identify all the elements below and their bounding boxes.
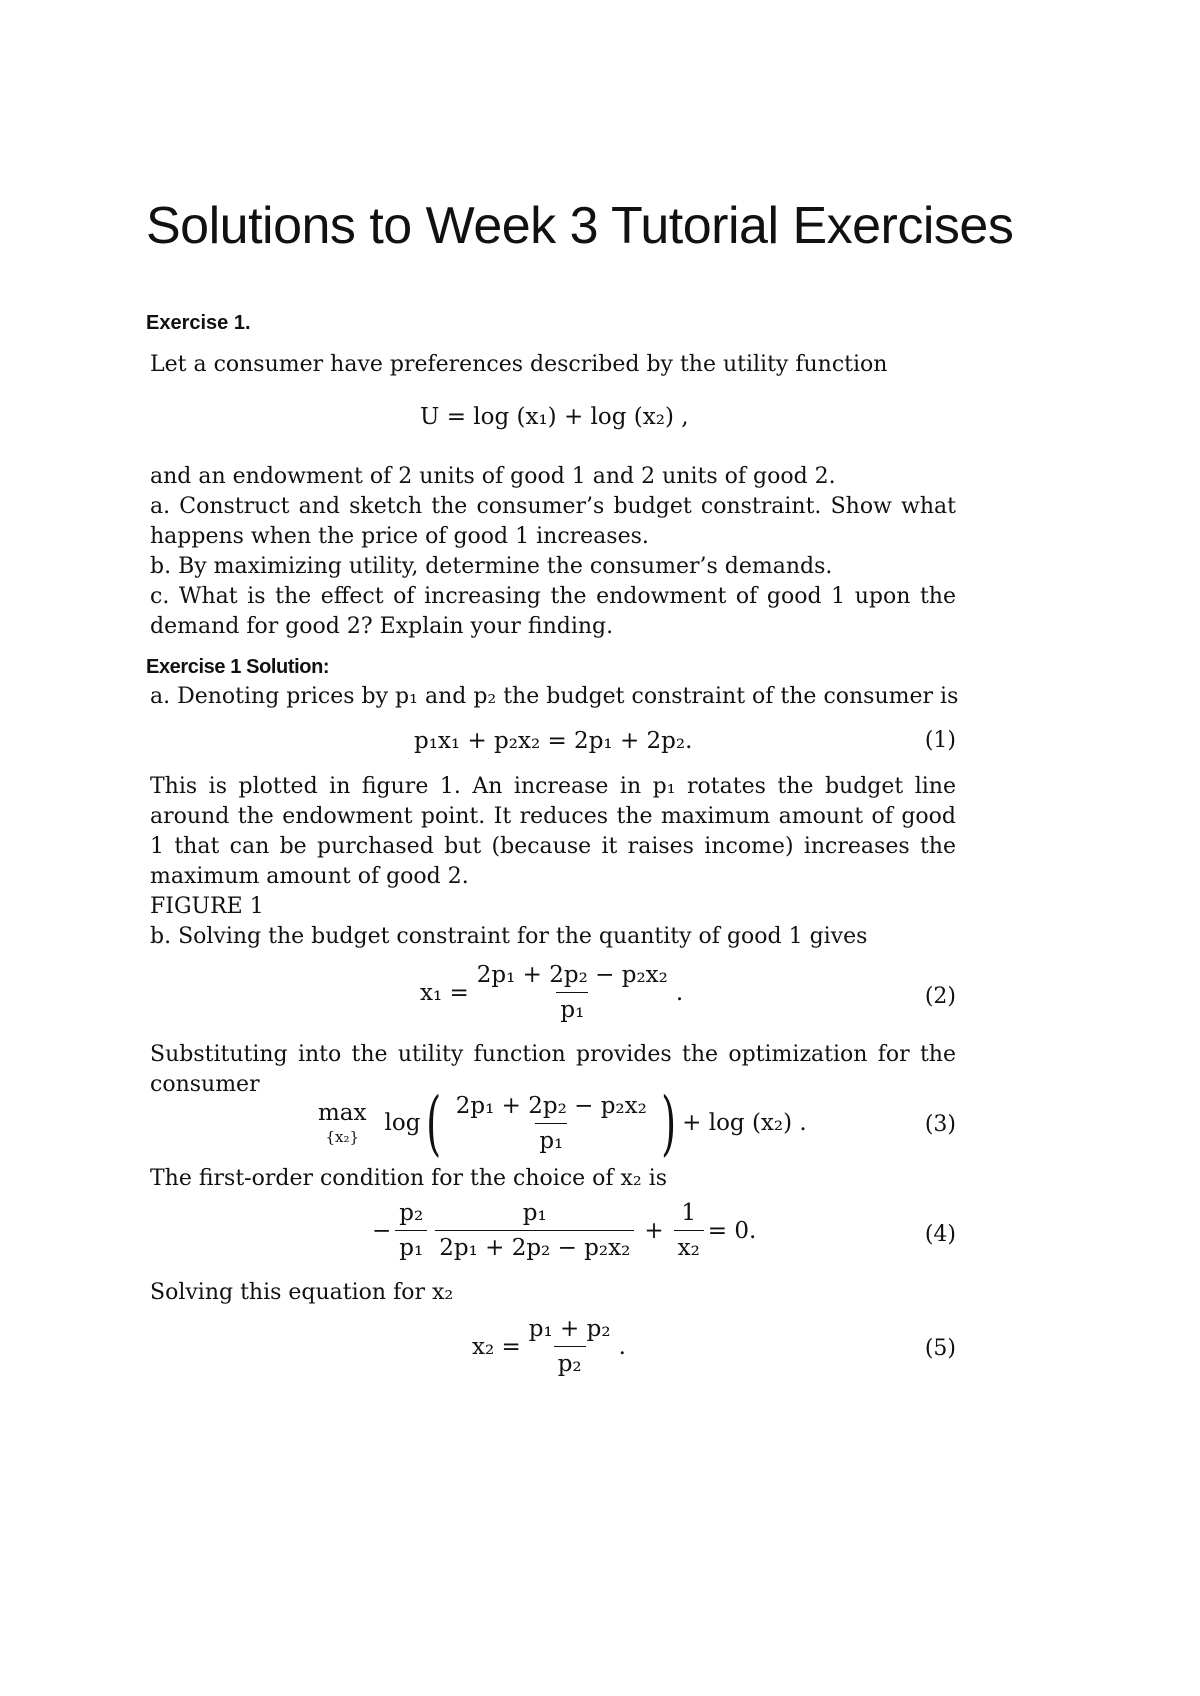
- solution-heading: Exercise 1 Solution:: [146, 656, 330, 678]
- foc-text: The first-order condition for the choice of x₂ is: [150, 1166, 668, 1191]
- equation-2-denominator: p₁: [556, 992, 588, 1023]
- right-paren: ): [660, 1082, 676, 1164]
- page-title: Solutions to Week 3 Tutorial Exercises: [146, 197, 1014, 255]
- intro-text: Let a consumer have preferences described by the utility function: [150, 352, 888, 377]
- equation-5-tail: .: [618, 1333, 626, 1360]
- equation-3-numerator: 2p₁ + 2p₂ − p₂x₂: [455, 1092, 647, 1119]
- equation-3: [318, 1082, 807, 1164]
- equation-4-plus: +: [644, 1217, 664, 1244]
- plot-description: This is plotted in figure 1. An increase in p₁ rotates the budget line around the endowment point. It reduces the maximum amount of good 1 that can be purchased but (because it raises income) increases the maximum amount of good 2.: [150, 774, 956, 889]
- max-label: max: [318, 1100, 367, 1126]
- equation-1: p₁x₁ + p₂x₂ = 2p₁ + 2p₂.: [414, 728, 693, 754]
- equation-3-denominator: p₁: [535, 1123, 567, 1154]
- substitution-text: Substituting into the utility function provides the optimization for the consumer: [150, 1042, 956, 1097]
- equation-2-numerator: 2p₁ + 2p₂ − p₂x₂: [476, 962, 668, 988]
- equation-2-lhs: x₁ =: [420, 979, 469, 1006]
- exercise-heading: Exercise 1.: [146, 312, 251, 334]
- max-operator: [318, 1100, 367, 1146]
- equation-4-f1-denominator: p₁: [395, 1230, 427, 1261]
- figure-label: FIGURE 1: [150, 894, 264, 919]
- equation-4-fraction-1: [395, 1200, 427, 1261]
- solution-b-intro: b. Solving the budget constraint for the quantity of good 1 gives: [150, 924, 868, 949]
- equation-4-fraction-2: [435, 1200, 634, 1261]
- equation-4-f1-numerator: p₂: [399, 1200, 424, 1226]
- equation-2-number: (2): [924, 984, 956, 1009]
- equation-4-minus: −: [372, 1217, 392, 1244]
- equation-5-lhs: x₂ =: [472, 1333, 521, 1360]
- solve-text: Solving this equation for x₂: [150, 1280, 454, 1305]
- equation-3-tail: + log (x₂) .: [682, 1110, 807, 1136]
- endowment-text: and an endowment of 2 units of good 1 and 2 units of good 2.: [150, 464, 836, 489]
- solution-a-intro: a. Denoting prices by p₁ and p₂ the budget constraint of the consumer is: [150, 684, 959, 709]
- equation-5-number: (5): [924, 1336, 956, 1361]
- equation-4-fraction-3: [674, 1200, 704, 1261]
- equation-3-fraction: [452, 1093, 651, 1154]
- log-label: log: [384, 1110, 421, 1136]
- max-subscript: {x₂}: [325, 1128, 360, 1146]
- equation-4-f3-numerator: 1: [681, 1200, 697, 1226]
- equation-5: [472, 1316, 626, 1377]
- equation-4-number: (4): [924, 1222, 956, 1247]
- equation-4: [372, 1200, 756, 1261]
- equation-3-number: (3): [924, 1112, 956, 1137]
- utility-equation: U = log (x₁) + log (x₂) ,: [420, 404, 689, 430]
- part-b-text: b. By maximizing utility, determine the consumer’s demands.: [150, 554, 833, 579]
- equation-5-denominator: p₂: [554, 1346, 586, 1377]
- equation-5-fraction: [525, 1316, 615, 1377]
- equation-4-f2-numerator: p₁: [522, 1200, 547, 1226]
- equation-5-numerator: p₁ + p₂: [528, 1316, 611, 1342]
- equation-2: [420, 962, 683, 1023]
- part-c-text: c. What is the effect of increasing the endowment of good 1 upon the demand for good 2? Explain your finding.: [150, 584, 956, 639]
- equation-4-tail: = 0.: [707, 1217, 757, 1244]
- equation-2-tail: .: [675, 979, 684, 1006]
- equation-4-f3-denominator: x₂: [674, 1230, 704, 1261]
- equation-2-fraction: [473, 962, 672, 1023]
- left-paren: (: [426, 1082, 442, 1164]
- equation-4-f2-denominator: 2p₁ + 2p₂ − p₂x₂: [435, 1230, 634, 1261]
- part-a-text: a. Construct and sketch the consumer’s budget constraint. Show what happens when the price of good 1 increases.: [150, 494, 956, 549]
- equation-1-number: (1): [924, 728, 956, 753]
